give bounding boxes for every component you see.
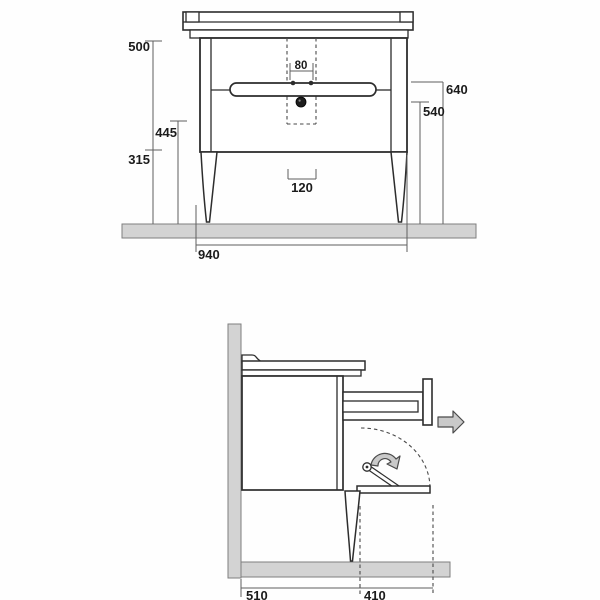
front-leg-left [201, 152, 217, 222]
dim-120-label: 120 [291, 180, 313, 195]
pull-out-arrow-icon [438, 411, 464, 433]
dim-640-label: 640 [446, 82, 468, 97]
washbasin-edge-right [400, 12, 413, 22]
dim-510-label: 510 [246, 588, 268, 600]
dim-80-label: 80 [294, 60, 308, 72]
drain-hole [296, 97, 306, 107]
dim-540-label: 540 [423, 104, 445, 119]
front-leg-right [391, 152, 407, 222]
fold-down-flap [357, 486, 430, 493]
drawer-rail-inner [343, 401, 418, 412]
countertop [242, 361, 365, 370]
drawer-handle [230, 83, 376, 96]
rotation-arrow-icon [371, 453, 400, 469]
dim-315-label: 315 [128, 152, 150, 167]
floor [228, 562, 450, 577]
wall [228, 324, 241, 578]
washbasin-top [183, 12, 413, 30]
washbasin-edge-left [186, 12, 199, 22]
floor [122, 224, 476, 238]
flap-pivot-dot [366, 466, 369, 469]
side-view [228, 324, 464, 600]
drawer-front-panel [423, 379, 432, 425]
dim-500-label: 500 [128, 39, 150, 54]
dim-445-label: 445 [155, 125, 177, 140]
drain-hole-highlight [299, 100, 301, 102]
dim-410-label: 410 [364, 588, 386, 600]
handle-fixing-dot-right [309, 81, 314, 86]
front-view [122, 12, 476, 262]
cabinet-side-body [242, 376, 343, 490]
dim-940-label: 940 [198, 247, 220, 262]
countertop-lip [242, 370, 361, 376]
handle-fixing-dot-left [291, 81, 296, 86]
washbasin-apron [190, 30, 408, 38]
side-leg [345, 491, 360, 561]
